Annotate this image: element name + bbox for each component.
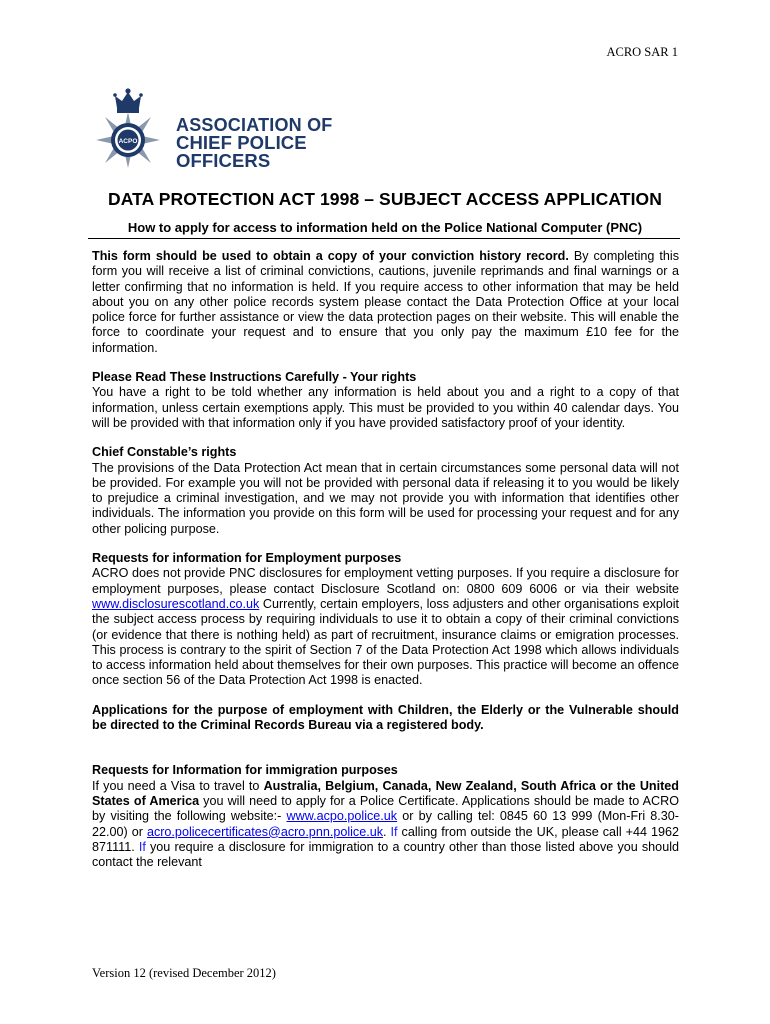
chief-constable-heading: Chief Constable’s rights [92, 445, 237, 460]
immigration-heading: Requests for Information for immigration purposes [92, 763, 398, 778]
employment-heading: Requests for information for Employment purposes [92, 551, 402, 566]
document-title: DATA PROTECTION ACT 1998 – SUBJECT ACCESS APPLICATION [107, 189, 663, 209]
document-subtitle: How to apply for access to information held on the Police National Computer (PNC) [127, 220, 643, 235]
version-footer: Version 12 (revised December 2012) [92, 966, 276, 980]
chief-constable-text: The provisions of the Data Protection Act mean that in certain circumstances some personal data will not be provided. For example you will not be provided with personal data if releasing it to you would be likely to prejudice a criminal investigation, and we may not provide you with information that identifies other individuals. The information you provide on this form will be used for processing your request and for any other policing purpose. [92, 460, 679, 536]
employment-text-part1: ACRO does not provide PNC disclosures for employment vetting purposes. If you require a disclosure for employment purposes, please contact Disclosure Scotland on: 0800 609 6006 or via their website [92, 566, 679, 596]
document-body [92, 249, 679, 870]
rights-text: You have a right to be told whether any information is held about you and a right to a copy of that information, unless certain exemptions apply. This must be provided to you within 40 calendar days. You will be provided with that information only if you have provided satisfactory proof of your identity. [92, 385, 679, 430]
intro-paragraph [92, 249, 679, 356]
employment-text [92, 566, 679, 688]
title-divider [88, 238, 680, 239]
badge-text: ACPO [118, 138, 138, 145]
logo-line-1: ASSOCIATION OF [176, 115, 333, 135]
police-star-badge-icon [92, 86, 164, 172]
immigration-text-part1: If you need a Visa to travel to [92, 778, 264, 793]
immigration-if-2: If [138, 839, 146, 854]
immigration-if-1: If [390, 824, 398, 839]
form-code: ACRO SAR 1 [606, 45, 678, 59]
logo-line-2: CHIEF POLICE OFFICERS [176, 132, 307, 171]
immigration-text-part2: you will need to apply for a Police Certificate. Applications should be made to ACRO by visiting the following website:- [92, 793, 679, 824]
employment-text-part2: Currently, certain employers, loss adjusters and other organisations exploit the subject access process by requiring individuals to use it to obtain a copy of their criminal convictions (or evidence that there is nothing held) as part of recruitment, insurance claims or emigration processes. This process is contrary to the spirit of Section 7 of the Data Protection Act 1998 which allows individuals to access information held about themselves for their own purposes. This practice will become an offence once section 56 of the Data Protection Act 1998 is enacted. [92, 596, 679, 688]
intro-bold: This form should be used to obtain a copy of your conviction history record. [92, 249, 569, 263]
disclosure-scotland-link[interactable]: www.disclosurescotland.co.uk [92, 596, 260, 611]
immigration-countries: Australia, Belgium, Canada, New Zealand, South Africa or the United States of America [92, 778, 679, 808]
immigration-text-part3: or by calling tel: 0845 60 13 999 (Mon-Fri 8.30-22.00) or [92, 809, 680, 839]
immigration-text-part4: . [383, 824, 391, 839]
immigration-text-part5: calling from outside the UK, please call +44 1962 871111. [92, 824, 680, 854]
rights-heading: Please Read These Instructions Carefully - Your rights [92, 370, 417, 385]
intro-text: By completing this form you will receive a list of criminal convictions, cautions, juvenile reprimands and final warnings or a letter confirming that no information is held. If you require access to other information that may be held about you on any other police records system please contact the Data Protection Office at your local police force for further assistance or view the data protection pages on their website. This will enable the force to coordinate your request and to ensure that you only pay the maximum £10 fee for the information. [92, 249, 679, 355]
acpo-logo [92, 86, 382, 172]
immigration-text [92, 779, 679, 871]
acpo-website-link[interactable]: www.acpo.police.uk [286, 809, 398, 824]
acro-email-link[interactable]: acro.policecertificates@acro.pnn.police.uk [146, 824, 384, 839]
vulnerable-note: Applications for the purpose of employment with Children, the Elderly or the Vulnerable should be directed to the Criminal Records Bureau via a registered body. [92, 702, 679, 733]
immigration-text-part6: you require a disclosure for immigration to a country other than those listed above you should contact the relevant [92, 839, 679, 870]
